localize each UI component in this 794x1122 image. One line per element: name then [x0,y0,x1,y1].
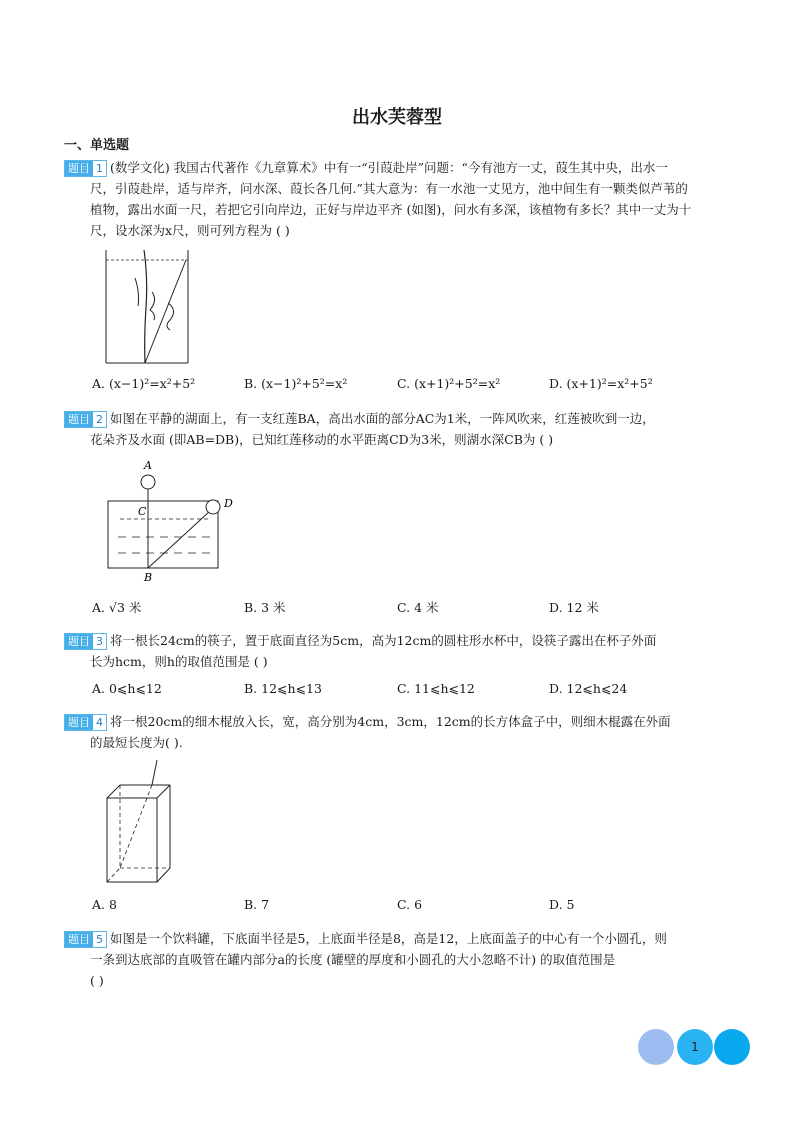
label-d: D [224,497,233,510]
label-b: B [144,571,153,584]
question-4-line2: 的最短长度为( ). [90,735,183,750]
question-3 [64,630,728,672]
section-heading: 一、单选题 [64,138,130,153]
option-a: A. √3 米 [92,600,142,615]
question-2-line2: 花朵齐及水面 (即AB=DB)，已知红莲移动的水平距离CD为3米，则湖水深CB为 ( ) [90,432,554,447]
option-a: A. 8 [92,897,117,912]
question-5-line2: 一条到达底部的直吸管在罐内部分a的长度 (罐壁的厚度和小圆孔的大小忽略不计) 的取值范围是 [90,952,616,967]
option-c: C. 6 [397,897,423,912]
lotus-lake-figure [100,455,250,585]
option-b: B. 7 [244,897,270,912]
label-a: A [144,459,152,472]
question-tag: 题目 3 [64,633,107,650]
question-1 [64,157,728,241]
option-c: C. 11⩽h⩽12 [397,681,475,696]
question-3-line1: 题目 3 将一根长24cm的筷子，置于底面直径为5cm，高为12cm的圆柱形水杯中，设筷子露出在杯子外面 [64,630,728,651]
question-tag: 题目 1 [64,160,107,177]
question-1-line2: 尺，引葭赴岸，适与岸齐，问水深、葭长各几何.”其大意为：有一水池一丈见方，池中间生有一颗类似芦苇的 [90,181,688,196]
page-title: 出水芙蓉型 [352,107,442,128]
page-circle-right [714,1029,750,1065]
question-tag: 题目 2 [64,411,107,428]
question-1-line3: 植物，露出水面一尺，若把它引向岸边，正好与岸边平齐 (如图)，问水有多深，该植物有多长？其中一丈为十 [90,202,692,217]
question-5-line1: 题目 5 如图是一个饮料罐，下底面半径是5，上底面半径是8，高是12，上底面盖子的中心有一个小圆孔，则 [64,928,728,949]
option-c: C. (x+1)²+5²=x² [397,376,501,391]
box-stick-figure [100,758,176,888]
question-4-line1: 题目 4 将一根20cm的细木棍放入长，宽，高分别为4cm，3cm，12cm的长方体盒子中，则细木棍露在外面 [64,711,728,732]
page-number: 1 [691,1040,699,1054]
option-c: C. 4 米 [397,600,439,615]
question-2 [64,408,728,450]
option-b: B. 12⩽h⩽13 [244,681,322,696]
option-b: B. (x−1)²+5²=x² [244,376,348,391]
question-2-line1: 题目 2 如图在平静的湖面上，有一支红莲BA，高出水面的部分AC为1米，一阵风吹来，红莲被吹到一边， [64,408,728,429]
option-b: B. 3 米 [244,600,286,615]
option-d: D. 12 米 [549,600,599,615]
question-tag: 题目 4 [64,714,107,731]
question-4 [64,711,728,753]
option-a: A. (x−1)²=x²+5² [92,376,196,391]
page-circle-left [638,1029,674,1065]
option-d: D. (x+1)²=x²+5² [549,376,653,391]
question-5-line3: ( ) [90,973,104,988]
reed-pool-figure [100,248,192,366]
question-tag: 题目 5 [64,931,107,948]
question-5 [64,928,728,991]
option-d: D. 12⩽h⩽24 [549,681,628,696]
question-3-line2: 长为hcm，则h的取值范围是 ( ) [90,654,268,669]
label-c: C [138,505,147,518]
option-a: A. 0⩽h⩽12 [92,681,162,696]
question-1-line1: 题目 1 (数学文化) 我国古代著作《九章算术》中有一“引葭赴岸”问题：“今有池方一丈，葭生其中央，出水一 [64,157,728,178]
option-d: D. 5 [549,897,575,912]
question-1-line4: 尺，设水深为x尺，则可列方程为 ( ) [90,223,290,238]
